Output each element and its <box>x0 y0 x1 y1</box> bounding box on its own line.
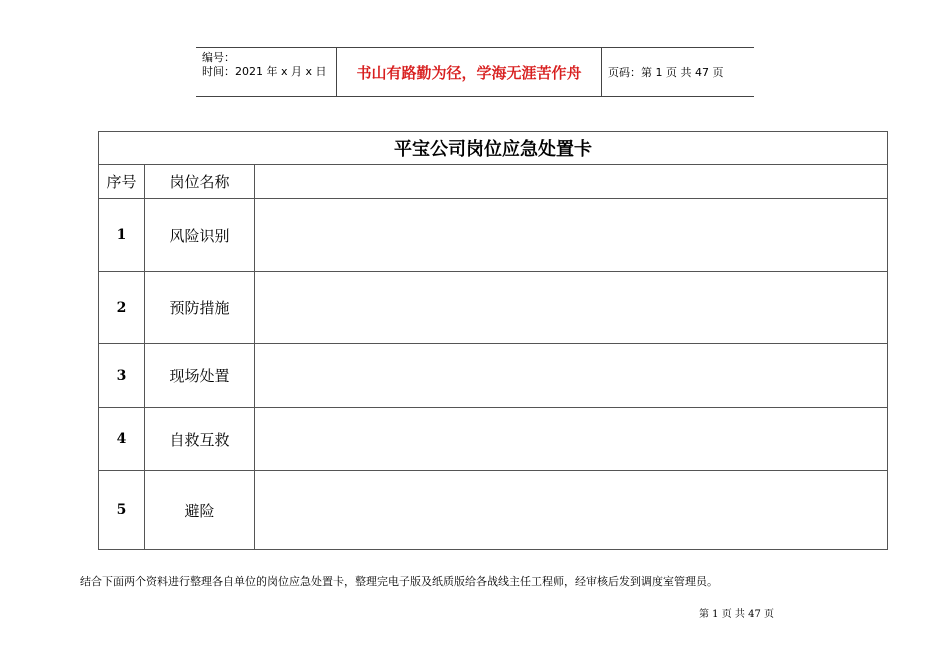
table-row <box>99 471 888 550</box>
row-content <box>255 344 888 408</box>
row-name: 避险 <box>145 471 255 550</box>
row-name: 自救互救 <box>145 408 255 471</box>
row-name: 风险识别 <box>145 199 255 272</box>
table-row <box>99 408 888 471</box>
page-header <box>196 47 754 97</box>
row-number: 2 <box>99 272 145 344</box>
row-content <box>255 199 888 272</box>
column-header-name: 岗位名称 <box>145 165 255 199</box>
row-number: 5 <box>99 471 145 550</box>
table-row <box>99 199 888 272</box>
number-label: 编号： <box>202 51 235 64</box>
column-header-number: 序号 <box>99 165 145 199</box>
row-name: 现场处置 <box>145 344 255 408</box>
page-number: 第 1 页 共 47 页 <box>699 609 774 620</box>
row-number: 4 <box>99 408 145 471</box>
row-content <box>255 272 888 344</box>
time-label: 时间：2021 年 x 月 x 日 <box>202 65 327 78</box>
row-content <box>255 408 888 471</box>
table-row <box>99 344 888 408</box>
header-meta <box>196 48 337 96</box>
header-slogan: 书山有路勤为径，学海无涯苦作舟 <box>337 48 602 96</box>
row-content <box>255 471 888 550</box>
header-page-label: 页码：第 1 页 共 47 页 <box>608 66 724 79</box>
emergency-card-table <box>98 131 888 550</box>
column-header-content <box>255 165 888 199</box>
card-title: 平宝公司岗位应急处置卡 <box>99 132 888 165</box>
row-name: 预防措施 <box>145 272 255 344</box>
instruction-note: 结合下面两个资料进行整理各自单位的岗位应急处置卡，整理完电子版及纸质版给各战线主任工程师，经审核后发到调度室管理员。 <box>80 575 718 588</box>
table-row <box>99 272 888 344</box>
row-number: 1 <box>99 199 145 272</box>
row-number: 3 <box>99 344 145 408</box>
